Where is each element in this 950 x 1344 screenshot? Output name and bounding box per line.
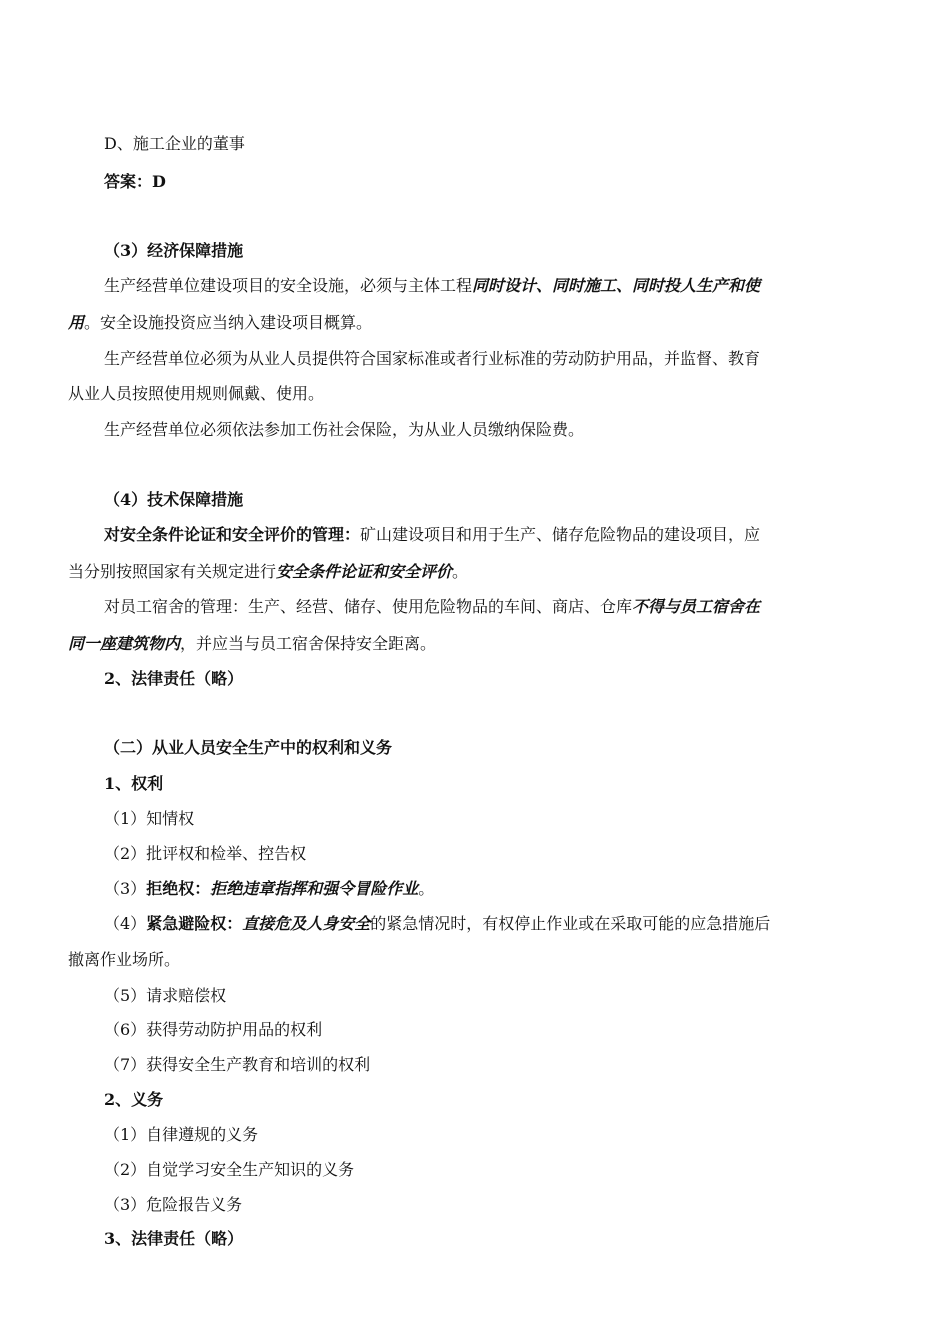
text-span: （3）	[104, 879, 147, 898]
text-span: 当分别按照国家有关规定进行	[68, 562, 277, 581]
text-span: ，并应当与员工宿舍保持安全距离。	[180, 634, 437, 653]
heading-text: 1、权利	[104, 774, 164, 793]
text-span: （6）获得劳动防护用品的权利	[104, 1020, 323, 1039]
text-span: 生产经营单位必须依法参加工伤社会保险，为从业人员缴纳保险费。	[104, 420, 585, 439]
heading-rights	[104, 774, 163, 794]
paragraph-line	[104, 525, 760, 545]
text-span: 。	[418, 879, 435, 898]
list-item	[104, 809, 194, 829]
text-span: 。	[452, 562, 469, 581]
list-item	[104, 879, 434, 899]
heading-text: （3）经济保障措施	[104, 241, 244, 260]
heading-text: （4）技术保障措施	[104, 490, 244, 509]
heading-text: （二）从业人员安全生产中的权利和义务	[104, 738, 393, 757]
list-item	[104, 1020, 322, 1040]
text-span: 撤离作业场所。	[68, 950, 181, 969]
paragraph-line	[68, 313, 372, 333]
text-span: 的紧急情况时，有权停止作业或在采取可能的应急措施后	[370, 914, 771, 933]
emphasis-span: 同一座建筑物内	[68, 634, 181, 653]
list-item	[104, 1195, 242, 1215]
text-span: （3）危险报告义务	[104, 1195, 243, 1214]
paragraph-line	[104, 420, 584, 440]
heading-text: 3、法律责任（略）	[104, 1229, 244, 1248]
heading-technical-measures	[104, 490, 243, 510]
legal-responsibility-3	[104, 1229, 243, 1249]
text-span: （5）请求赔偿权	[104, 986, 227, 1005]
text-span: 生产经营单位必须为从业人员提供符合国家标准或者行业标准的劳动防护用品，并监督、教育	[104, 349, 761, 368]
answer-text: 答案：D	[104, 172, 166, 191]
text-span: 对员工宿舍的管理：生产、经营、储存、使用危险物品的车间、商店、仓库	[104, 597, 633, 616]
list-item	[104, 986, 226, 1006]
list-item-continuation	[68, 950, 180, 970]
text-span: 矿山建设项目和用于生产、储存危险物品的建设项目，应	[360, 525, 761, 544]
legal-responsibility-2	[104, 669, 243, 689]
text-span: （2）批评权和检举、控告权	[104, 844, 307, 863]
list-item	[104, 1160, 354, 1180]
emphasis-span: 拒绝违章指挥和强令冒险作业	[210, 879, 419, 898]
paragraph-line	[104, 349, 760, 369]
option-d-text: D、施工企业的董事	[104, 134, 245, 153]
answer-line	[104, 172, 166, 192]
bold-span: 紧急避险权：	[146, 914, 243, 933]
paragraph-line	[68, 634, 436, 654]
paragraph-line	[68, 562, 468, 582]
emphasis-span: 安全条件论证和安全评价	[276, 562, 453, 581]
heading-economic-measures	[104, 241, 243, 261]
text-span: （4）	[104, 914, 147, 933]
paragraph-line	[104, 597, 760, 617]
text-span: 。安全设施投资应当纳入建设项目概算。	[84, 313, 373, 332]
emphasis-span: 同时设计、同时施工、同时投人生产和使	[472, 276, 761, 295]
emphasis-span: 直接危及人身安全	[242, 914, 371, 933]
paragraph-line	[68, 384, 324, 404]
text-span: （7）获得安全生产教育和培训的权利	[104, 1055, 371, 1074]
list-item	[104, 1055, 370, 1075]
heading-text: 2、法律责任（略）	[104, 669, 244, 688]
option-d	[104, 134, 245, 154]
heading-text: 2、义务	[104, 1090, 164, 1109]
text-span: 从业人员按照使用规则佩戴、使用。	[68, 384, 325, 403]
list-item	[104, 914, 770, 934]
list-item	[104, 1125, 258, 1145]
text-span: （1）知情权	[104, 809, 195, 828]
text-span: （2）自觉学习安全生产知识的义务	[104, 1160, 355, 1179]
list-item	[104, 844, 306, 864]
paragraph-line	[104, 276, 760, 296]
bold-span: 拒绝权：	[146, 879, 211, 898]
text-span: 生产经营单位建设项目的安全设施，必须与主体工程	[104, 276, 473, 295]
emphasis-span: 用	[68, 313, 85, 332]
heading-duties	[104, 1090, 163, 1110]
text-span: （1）自律遵规的义务	[104, 1125, 259, 1144]
bold-span: 对安全条件论证和安全评价的管理：	[104, 525, 361, 544]
section-heading-rights-duties	[104, 738, 392, 758]
emphasis-span: 不得与员工宿舍在	[632, 597, 761, 616]
